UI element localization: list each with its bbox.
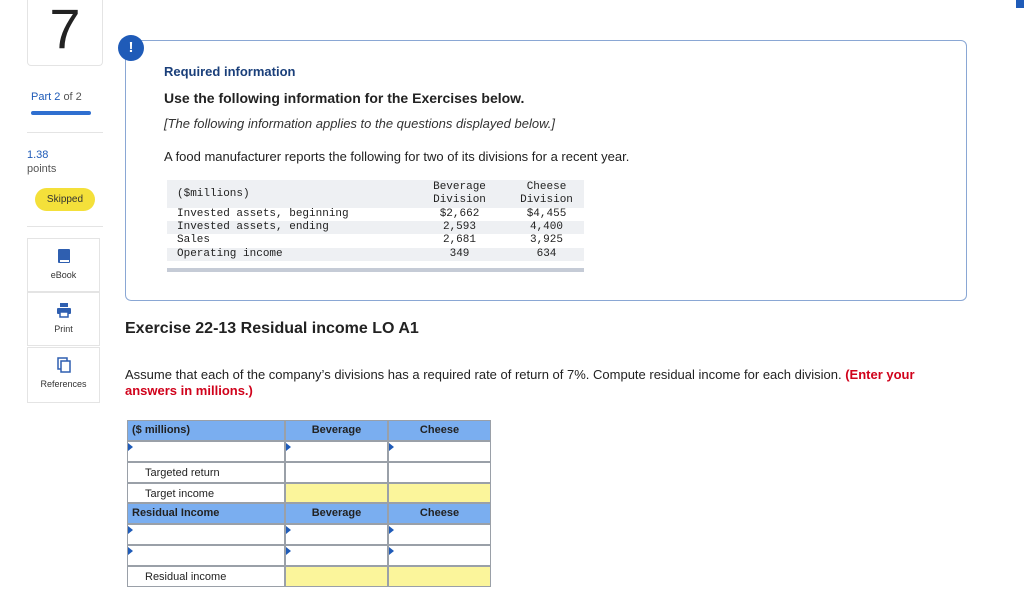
targeted-return-label: Targeted return [127,462,285,483]
points-value: 1.38 [27,149,49,161]
required-info-heading: Required information [164,64,296,79]
question-number-box [27,0,103,66]
col-beverage-line2: Division [433,194,486,206]
cheese-value: 634 [536,248,557,260]
label-input-2[interactable] [127,524,285,545]
answer-header-cheese: Cheese [388,420,491,441]
corner-tab [1016,0,1024,8]
references-icon [28,357,99,373]
answer-header-beverage: Beverage [285,420,388,441]
dropdown-arrow-icon [389,526,394,534]
table-row [167,221,584,234]
table-row [167,234,584,247]
sidebar-divider [27,226,103,227]
status-badge: Skipped [35,188,95,211]
row-label: Invested assets, beginning [177,208,349,220]
exercise-title: Exercise 22-13 Residual income LO A1 [125,320,419,337]
label-input-1[interactable] [127,441,285,462]
row-label: Operating income [177,248,283,260]
cheese-input-1[interactable] [388,441,491,462]
part-suffix: of 2 [63,91,82,103]
print-label: Print [54,324,73,334]
cheese-input-3[interactable] [388,545,491,566]
ebook-button[interactable] [27,238,100,292]
beverage-value: 349 [449,248,470,260]
cheese-value: 3,925 [529,234,563,246]
dropdown-arrow-icon [128,526,133,534]
exercise-instructions [125,367,965,399]
row-label: Invested assets, ending [177,221,329,233]
label-input-3[interactable] [127,545,285,566]
dropdown-arrow-icon [128,547,133,555]
residual-income-header: Residual Income [127,503,285,524]
col-cheese-line2: Division [520,194,573,206]
part-progress-bar [31,111,91,115]
row-label: Sales [177,234,211,246]
cheese-value: 4,400 [529,221,563,233]
ebook-icon [28,248,99,264]
ebook-label: eBook [50,270,77,280]
question-number: 7 [49,0,81,60]
residual-header-beverage: Beverage [285,503,388,524]
beverage-input-1[interactable] [285,441,388,462]
use-following-heading: Use the following information for the Exercises below. [164,90,525,106]
instructions-text: Assume that each of the company’s divisions has a required rate of return of 7%. Compute residual income for each division. [125,367,842,382]
beverage-value: $2,662 [439,208,480,220]
residual-header-cheese: Cheese [388,503,491,524]
beverage-target-income-input[interactable] [285,483,388,503]
unit-label: ($millions) [177,188,250,200]
part-prefix: Part [31,91,52,103]
dropdown-arrow-icon [389,547,394,555]
references-label: References [40,379,87,389]
references-button[interactable] [27,347,100,403]
table-row [167,248,584,261]
part-current: 2 [54,91,61,103]
col-cheese-line1: Cheese [526,181,567,193]
beverage-value: 2,681 [442,234,476,246]
target-income-label: Target income [127,483,285,503]
dropdown-arrow-icon [286,443,291,451]
residual-income-label: Residual income [127,566,285,587]
beverage-targeted-return-input[interactable] [285,462,388,483]
dropdown-arrow-icon [286,526,291,534]
table-header-row [167,180,584,208]
required-info-box [125,40,967,301]
intro-text: A food manufacturer reports the following for two of its divisions for a recent year. [164,149,630,164]
print-icon [28,302,99,318]
table-bottom-rule [167,268,584,272]
cheese-value: $4,455 [526,208,567,220]
col-beverage-line1: Beverage [433,181,486,193]
part-indicator [31,91,82,103]
cheese-target-income-input[interactable] [388,483,491,503]
beverage-residual-income-input[interactable] [285,566,388,587]
table-row [167,208,584,221]
applies-note: [The following information applies to the questions displayed below.] [164,116,555,131]
beverage-value: 2,593 [442,221,476,233]
cheese-residual-income-input[interactable] [388,566,491,587]
instructions-emphasis: (Enter your answers in millions.) [125,367,915,398]
points-label: points [27,163,57,175]
print-button[interactable] [27,292,100,346]
cheese-input-2[interactable] [388,524,491,545]
dropdown-arrow-icon [286,547,291,555]
answer-header-label: ($ millions) [127,420,285,441]
alert-icon: ! [118,35,144,61]
beverage-input-3[interactable] [285,545,388,566]
dropdown-arrow-icon [128,443,133,451]
cheese-targeted-return-input[interactable] [388,462,491,483]
dropdown-arrow-icon [389,443,394,451]
sidebar-divider [27,132,103,133]
beverage-input-2[interactable] [285,524,388,545]
